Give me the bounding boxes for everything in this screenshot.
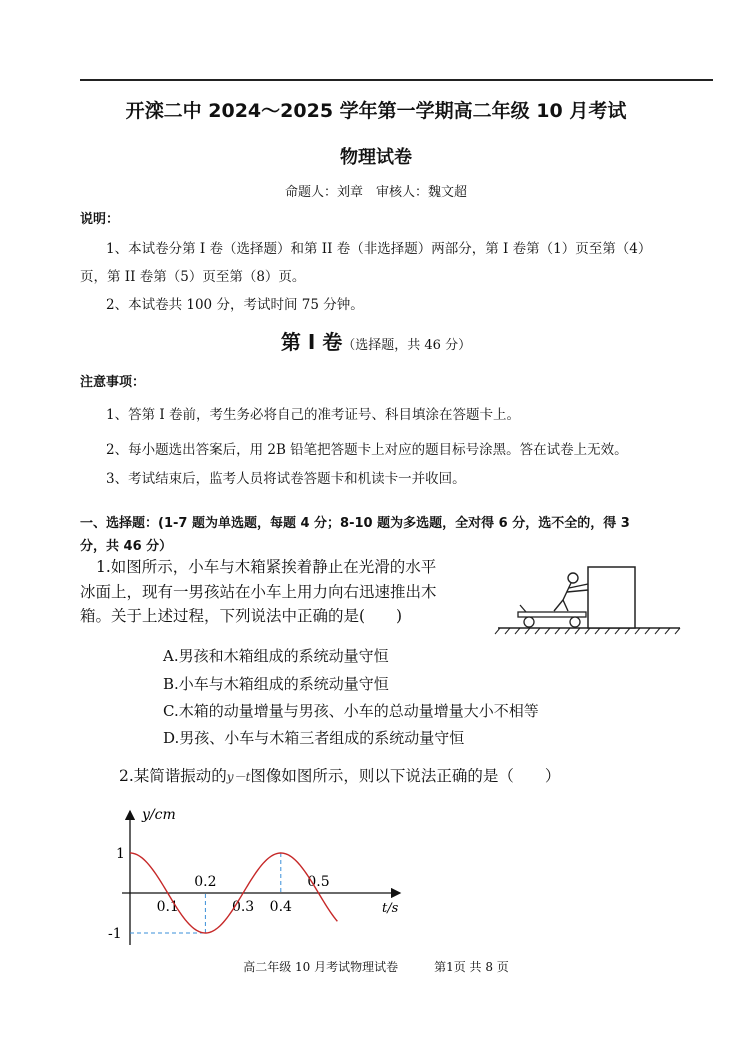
instructions-item2: 2、本试卷共 100 分，考试时间 75 分钟。 [106,297,364,313]
x-tick-label: 0.1 [156,899,179,915]
cart-box-figure [488,560,688,640]
x-tick-label: 0.2 [194,874,217,890]
q2-stem-variable: y－t [226,770,251,784]
instructions-item1-line1: 1、本试卷分第 I 卷（选择题）和第 II 卷（非选择题）两部分，第 I 卷第（1）页至第（4） [106,241,652,257]
notes-item1: 1、答第 I 卷前，考生务必将自己的准考证号、科目填涂在答题卡上。 [106,407,521,423]
page-footer: 高二年级 10 月考试物理试卷 第1页 共 8 页 [243,960,509,974]
part1-heading-line2: 分，共 46 分） [80,539,173,554]
q1-option-c: C.木箱的动量增量与男孩、小车的总动量增量大小不相等 [163,702,539,720]
header-rule [80,79,713,81]
instructions-heading: 说明： [80,212,120,227]
exam-subtitle: 物理试卷 [340,147,412,168]
notes-item3: 3、考试结束后，监考人员将试卷答题卡和机读卡一并收回。 [106,471,466,487]
q2-stem [119,764,560,790]
y-axis-label: y/cm [142,807,176,823]
exam-authors: 命题人：刘章 审核人：魏文超 [284,185,467,200]
part1-heading-line1: 一、选择题：(1-7 题为单选题，每题 4 分；8-10 题为多选题，全对得 6 分，选不全的，得 3 [80,516,630,531]
section1-title: 第 I 卷 [280,330,343,354]
section1-heading [0,326,752,355]
notes-heading: 注意事项： [80,375,146,390]
notes-item2: 2、每小题选出答案后，用 2B 铅笔把答题卡上对应的题目标号涂黑。答在试卷上无效。 [106,442,628,458]
q2-stem-suffix: 图像如图所示，则以下说法正确的是（ ） [250,767,561,785]
boy-figure [554,573,588,611]
x-tick-label: 0.4 [269,899,292,915]
section1-note: （选择题，共 46 分） [342,338,472,353]
q2-stem-prefix: 2.某简谐振动的 [119,767,227,785]
shm-chart [100,795,420,950]
wooden-box [588,567,635,628]
y-tick-label: -1 [108,926,122,942]
y-tick-label: 1 [116,846,125,862]
ice-ground [495,628,680,634]
q1-option-a: A.男孩和木箱组成的系统动量守恒 [163,647,389,665]
exam-title: 开滦二中 2024～2025 学年第一学期高二年级 10 月考试 [125,100,627,122]
q1-option-b: B.小车与木箱组成的系统动量守恒 [163,675,389,693]
instructions-item1-line2: 页，第 II 卷第（5）页至第（8）页。 [80,269,306,285]
x-axis-label: t/s [382,901,399,916]
q1-stem-line1: 1.如图所示，小车与木箱紧挨着静止在光滑的水平 [96,558,437,576]
x-tick-label: 0.5 [307,874,330,890]
q1-stem-line2: 冰面上，现有一男孩站在小车上用力向右迅速推出木 [80,583,437,601]
cart [518,605,586,627]
q1-option-d: D.男孩、小车与木箱三者组成的系统动量守恒 [163,729,465,747]
x-tick-label: 0.3 [231,899,255,915]
q1-stem-line3: 箱。关于上述过程，下列说法中正确的是( ) [80,607,403,625]
